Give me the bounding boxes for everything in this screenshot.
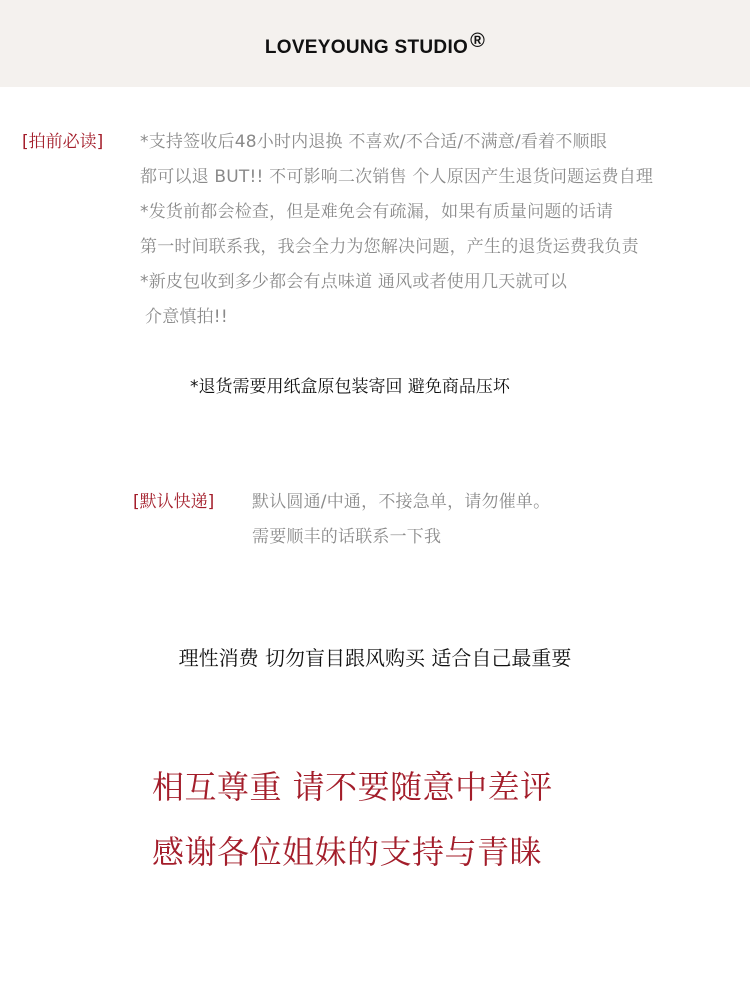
shipping-tag: [默认快递]	[133, 492, 215, 512]
shipping-line-2: 需要顺丰的话联系一下我	[252, 527, 442, 547]
must-read-line-5: *新皮包收到多少都会有点味道 通风或者使用几天就可以	[140, 272, 568, 292]
shipping-line-1: 默认圆通/中通，不接急单，请勿催单。	[252, 492, 551, 512]
brand-title	[0, 30, 750, 59]
must-read-tag: [拍前必读]	[22, 132, 104, 152]
closing-line-2: 感谢各位姐妹的支持与青睐	[152, 833, 543, 871]
return-packaging-note: *退货需要用纸盒原包装寄回 避免商品压坏	[190, 377, 510, 397]
rational-consumption-slogan: 理性消费 切勿盲目跟风购买 适合自己最重要	[178, 646, 572, 670]
must-read-line-3: *发货前都会检查，但是难免会有疏漏，如果有质量问题的话请	[140, 202, 614, 222]
header-banner	[0, 0, 750, 87]
must-read-line-6: 介意慎拍!!	[145, 307, 228, 327]
brand-name: LOVEYOUNG STUDIO	[264, 37, 469, 58]
registered-mark-icon: ®	[470, 30, 486, 52]
must-read-line-1: *支持签收后48小时内退换 不喜欢/不合适/不满意/看着不顺眼	[140, 132, 607, 152]
must-read-line-4: 第一时间联系我，我会全力为您解决问题，产生的退货运费我负责	[140, 237, 639, 257]
must-read-line-2: 都可以退 BUT!! 不可影响二次销售 个人原因产生退货问题运费自理	[140, 167, 654, 187]
closing-line-1: 相互尊重 请不要随意中差评	[152, 768, 553, 806]
